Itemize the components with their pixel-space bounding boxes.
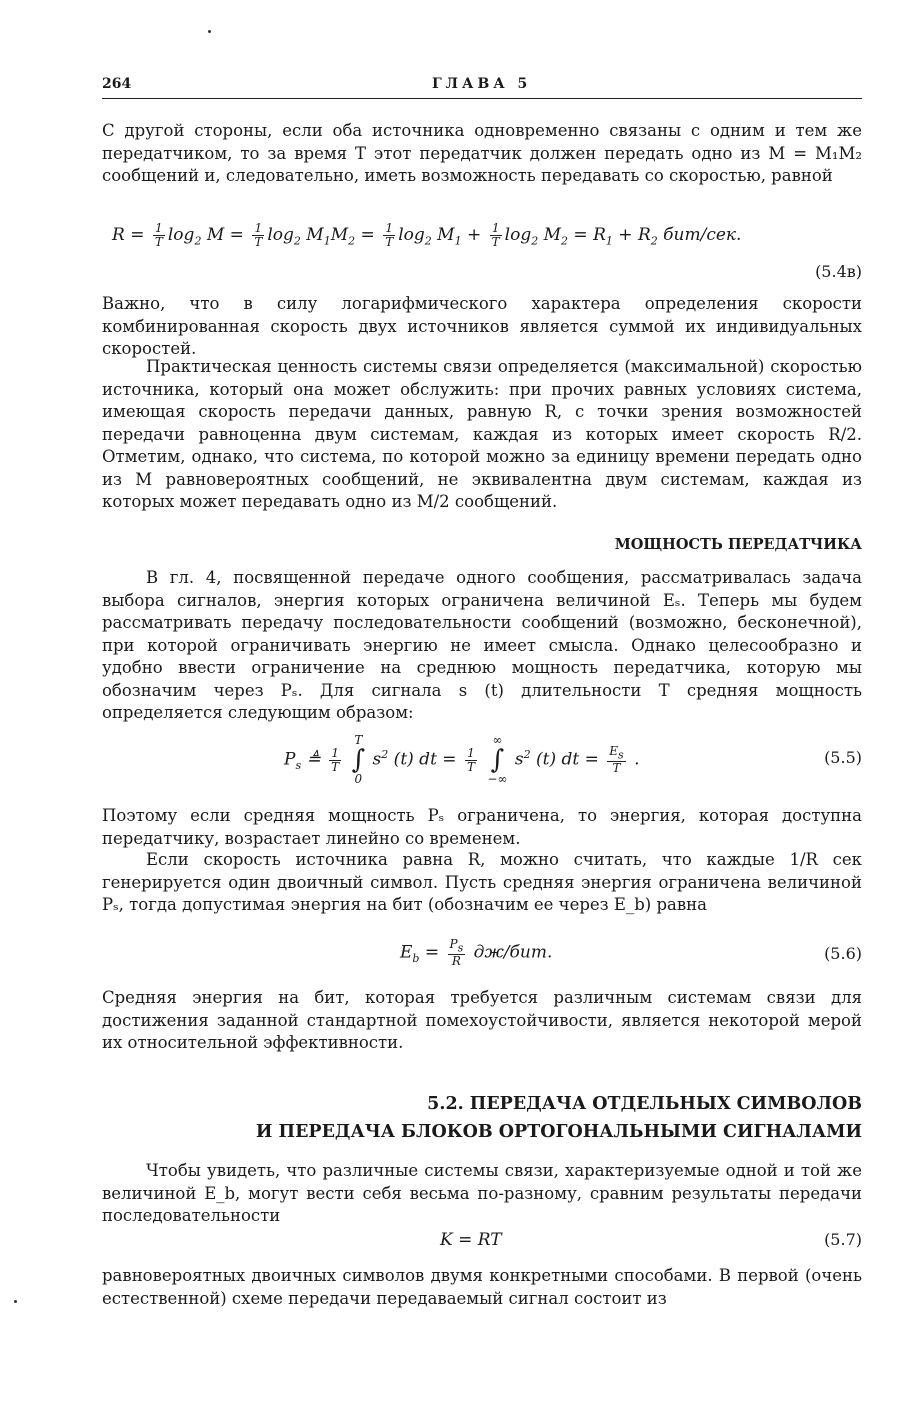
equation-number: (5.4в) bbox=[815, 262, 862, 281]
scan-speck bbox=[208, 30, 211, 33]
equation-number: (5.7) bbox=[824, 1230, 862, 1249]
page-header bbox=[102, 76, 862, 99]
equation-number: (5.6) bbox=[824, 944, 862, 963]
section-heading-line-1: 5.2. ПЕРЕДАЧА ОТДЕЛЬНЫХ СИМВОЛОВ bbox=[427, 1094, 862, 1114]
paragraph: Важно, что в силу логарифмического характера определения скорости комбинированная скорость двух источников является суммой их индивидуальных скоростей. bbox=[102, 294, 862, 358]
equation-5-4v: R = $\frac{1}{T}$ $\log_2 M$ = $\frac{1}{T}$ $\log_2 M_1M_2$ = $\frac{1}{T}$ $\log_2 M_1$ + $\frac{1}{T}$ $\log_2 M_2 = R_1 + R_2$ бит/сек. bbox=[112, 221, 742, 249]
paragraph: Поэтому если средняя мощность Pₛ ограничена, то энергия, которая доступна передатчику, возрастает линейно со временем. bbox=[102, 806, 862, 848]
page-number: 264 bbox=[102, 76, 132, 92]
scan-speck bbox=[14, 1300, 17, 1303]
paragraph: Если скорость источника равна R, можно считать, что каждые 1/R сек генерируется один двоичный символ. Пусть средняя энергия ограничена величиной Pₛ, тогда допустимая энергия на бит (обозначим ее через E_b) равна bbox=[102, 850, 862, 914]
paragraph: В гл. 4, посвященной передаче одного сообщения, рассматривалась задача выбора сигналов, энергия которых ограничена величиной Eₛ. Теперь мы будем рассматривать передачу последовательности сообщений (возможно, бесконечной), при которой ограничивать энергию не имеет смысла. Однако целесообразно и удобно ввести ограничение на среднюю мощность передатчика, которую мы обозначим через Pₛ. Для сигнала s (t) длительности T средняя мощность определяется следующим образом: bbox=[102, 568, 862, 722]
equation-number: (5.5) bbox=[824, 748, 862, 767]
chapter-title: ГЛАВА 5 bbox=[432, 76, 532, 92]
paragraph: Чтобы увидеть, что различные системы связи, характеризуемые одной и той же величиной E_b, могут вести себя весьма по-разному, сравним результаты передачи последовательности bbox=[102, 1161, 862, 1225]
paragraph: равновероятных двоичных символов двумя конкретными способами. В первой (очень естественной) схеме передачи передаваемый сигнал состоит из bbox=[102, 1266, 862, 1308]
equation-number-row bbox=[102, 262, 862, 286]
paragraph: С другой стороны, если оба источника одновременно связаны с одним и тем же передатчиком, то за время T этот передатчик должен передать одно из M = M₁M₂ сообщений и, следовательно, иметь возможность передавать со скоростью, равной bbox=[102, 121, 862, 185]
equation-body: K = RT bbox=[440, 1230, 502, 1250]
section-heading-line-2: И ПЕРЕДАЧА БЛОКОВ ОРТОГОНАЛЬНЫМИ СИГНАЛАМИ bbox=[255, 1122, 862, 1142]
equation-unit: бит/сек. bbox=[663, 225, 742, 245]
subsection-heading: МОЩНОСТЬ ПЕРЕДАТЧИКА bbox=[614, 536, 862, 553]
equation-5-6: $E_b$ = $\frac{P_s}{R}$ дж/бит. (5.6) bbox=[400, 937, 862, 969]
equation-unit: дж/бит. bbox=[473, 942, 553, 963]
equation-5-5: $P_s$ ≜ $\frac{1}{T}$ T ∫ 0 $s^2$ (t) dt = $\frac{1}{T}$ ∞ ∫ −∞ $s^2$ (t) dt = $\frac{E_s}{T}$ . (5.5) bbox=[284, 733, 862, 786]
paragraph: Практическая ценность системы связи определяется (максимальной) скоростью источника, который она может обслужить: при прочих равных условиях система, имеющая скорость передачи данных, равную R, с точки зрения возможностей передачи равноценна двум системам, каждая из которых имеет скорость R/2. Отметим, однако, что система, по которой можно за единицу времени передать одно из M равновероятных сообщений, не эквивалентна двум системам, каждая из которых может передавать одно из M/2 сообщений. bbox=[102, 357, 862, 511]
equation-5-7 bbox=[102, 1230, 862, 1256]
paragraph: Средняя энергия на бит, которая требуется различным системам связи для достижения заданной стандартной помехоустойчивости, является некоторой мерой их относительной эффективности. bbox=[102, 988, 862, 1052]
